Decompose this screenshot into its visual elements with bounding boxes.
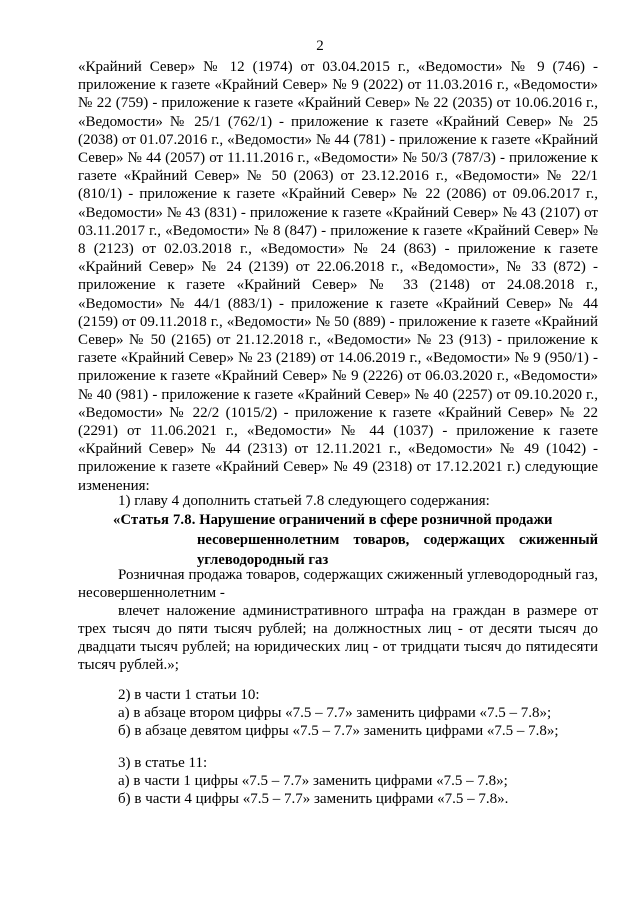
item1-intro: 1) главу 4 дополнить статьей 7.8 следующего содержания: — [118, 493, 490, 509]
item2-intro: 2) в части 1 статьи 10: — [118, 687, 260, 703]
item3-a: а) в части 1 цифры «7.5 – 7.7» заменить цифрами «7.5 – 7.8»; — [118, 773, 508, 789]
article-body-para2: влечет наложение административного штрафа на граждан в размере от трех тысяч до пяти тысяч рублей; на должностных лиц - от десяти тысяч до двадцати тысяч рублей; на юридических лиц - от тридцати тысяч до пятидесяти тысяч рублей.»; — [78, 603, 598, 673]
page-number: 2 — [316, 38, 324, 54]
article-title-line1: Нарушение ограничений в сфере розничной продажи — [199, 512, 553, 528]
article-body-para1: Розничная продажа товаров, содержащих сжиженный углеводородный газ, несовершеннолетним - — [78, 567, 598, 601]
item2-b: б) в абзаце девятом цифры «7.5 – 7.7» заменить цифрами «7.5 – 7.8»; — [118, 723, 559, 739]
article-title-continuation: несовершеннолетним товаров, содержащих сжиженный углеводородный газ — [197, 532, 598, 568]
article-label: «Статья 7.8. — [113, 512, 196, 528]
intro-paragraph: «Крайний Север» № 12 (1974) от 03.04.2015 г., «Ведомости» № 9 (746) - приложение к газете «Крайний Север» № 9 (2022) от 11.03.2016 г., «Ведомости» № 22 (759) - приложение к газете «Крайний Север» № 22 (2035) от 10.06.2016 г., «Ведомости» № 25/1 (762/1) - приложение к газете «Крайний Север» № 25 (2038) от 01.07.2016 г., «Ведомости» № 44 (781) - приложение к газете «Крайний Север» № 44 (2057) от 11.11.2016 г., «Ведомости» № 50/3 (787/3) - приложение к газете «Крайний Север» № 50 (2063) от 23.12.2016 г., «Ведомости» № 22/1 (810/1) - приложение к газете «Крайний Север» № 22 (2086) от 09.06.2017 г., «Ведомости» № 43 (831) - приложение к газете «Крайний Север» № 43 (2107) от 03.11.2017 г., «Ведомости» № 8 (847) - приложение к газете «Крайний Север» № 8 (2123) от 02.03.2018 г., «Ведомости» № 24 (863) - приложение к газете «Крайний Север» № 24 (2139) от 22.06.2018 г., «Ведомости», № 33 (872) - приложение к газете «Крайний Север» № 33 (2148) от 24.08.2018 г., «Ведомости» № 44/1 (883/1) - приложение к газете «Крайний Север» № 44 (2159) от 09.11.2018 г., «Ведомости» № 50 (889) - приложение к газете «Крайний Север» № 50 (2165) от 21.12.2018 г., «Ведомости» № 23 (913) - приложение к газете «Крайний Север» № 23 (2189) от 14.06.2019 г., «Ведомости» № 9 (950/1) - приложение к газете «Крайний Север» № 9 (2226) от 06.03.2020 г., «Ведомости» № 40 (981) - приложение к газете «Крайний Север» № 40 (2257) от 09.10.2020 г., «Ведомости» № 22/2 (1015/2) - приложение к газете «Крайний Север» № 22 (2291) от 11.06.2021 г., «Ведомости» № 44 (1037) - приложение к газете «Крайний Север» № 44 (2313) от 12.11.2021 г., «Ведомости» № 49 (1042) - приложение к газете «Крайний Север» № 49 (2318) от 17.12.2021 г.) следующие изменения: — [78, 59, 598, 494]
item3-b: б) в части 4 цифры «7.5 – 7.7» заменить цифрами «7.5 – 7.8». — [118, 791, 509, 807]
article-heading — [113, 510, 598, 570]
item3-intro: 3) в статье 11: — [118, 755, 208, 771]
item2-a: а) в абзаце втором цифры «7.5 – 7.7» заменить цифрами «7.5 – 7.8»; — [118, 705, 552, 721]
